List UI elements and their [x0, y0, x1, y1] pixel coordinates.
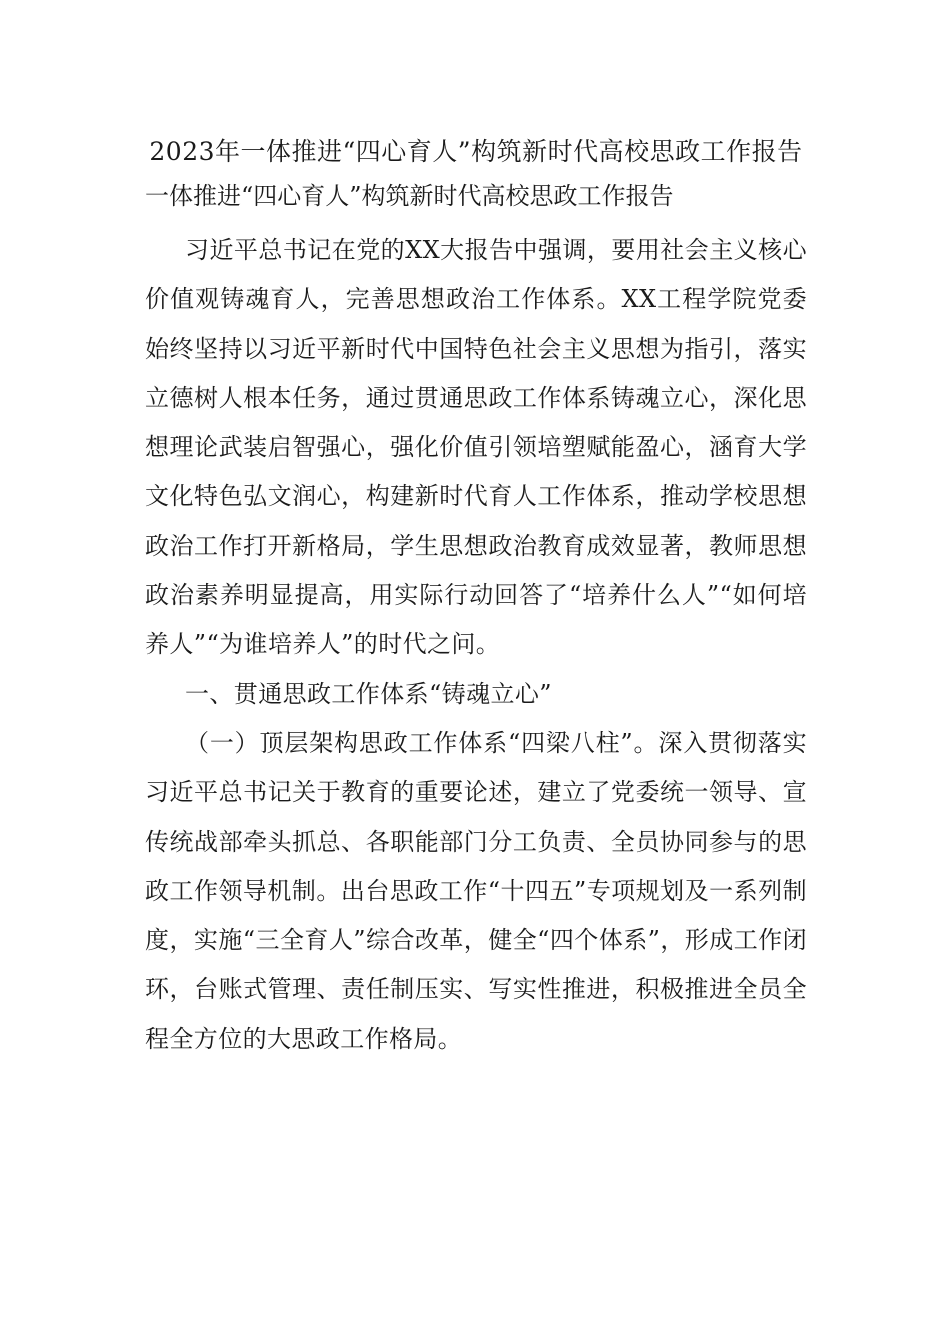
- document-title: 2023年一体推进“四心育人”构筑新时代高校思政工作报告: [149, 137, 803, 166]
- intro-paragraph: 习近平总书记在党的XX大报告中强调，要用社会主义核心价值观铸魂育人，完善思想政治工作体系。XX工程学院党委始终坚持以习近平新时代中国特色社会主义思想为指引，落实立德树人根本任务，通过贯通思政工作体系铸魂立心，深化思想理论武装启智强心，强化价值引领培塑赋能盈心，涵育大学文化特色弘文润心，构建新时代育人工作体系，推动学校思想政治工作打开新格局，学生思想政治教育成效显著，教师思想政治素养明显提高，用实际行动回答了“培养什么人”“如何培养人”“为谁培养人”的时代之问。: [145, 236, 807, 659]
- subsection-paragraph: （一）顶层架构思政工作体系“四梁八柱”。深入贯彻落实习近平总书记关于教育的重要论述，建立了党委统一领导、宣传统战部牵头抓总、各职能部门分工负责、全员协同参与的思政工作领导机制。出台思政工作“十四五”专项规划及一系列制度，实施“三全育人”综合改革，健全“四个体系”，形成工作闭环，台账式管理、责任制压实、写实性推进，积极推进全员全程全方位的大思政工作格局。: [145, 728, 807, 1053]
- document-body: [145, 128, 807, 1064]
- document-subtitle: 一体推进“四心育人”构筑新时代高校思政工作报告: [145, 182, 674, 210]
- section-heading: 一、贯通思政工作体系“铸魂立心”: [185, 679, 552, 708]
